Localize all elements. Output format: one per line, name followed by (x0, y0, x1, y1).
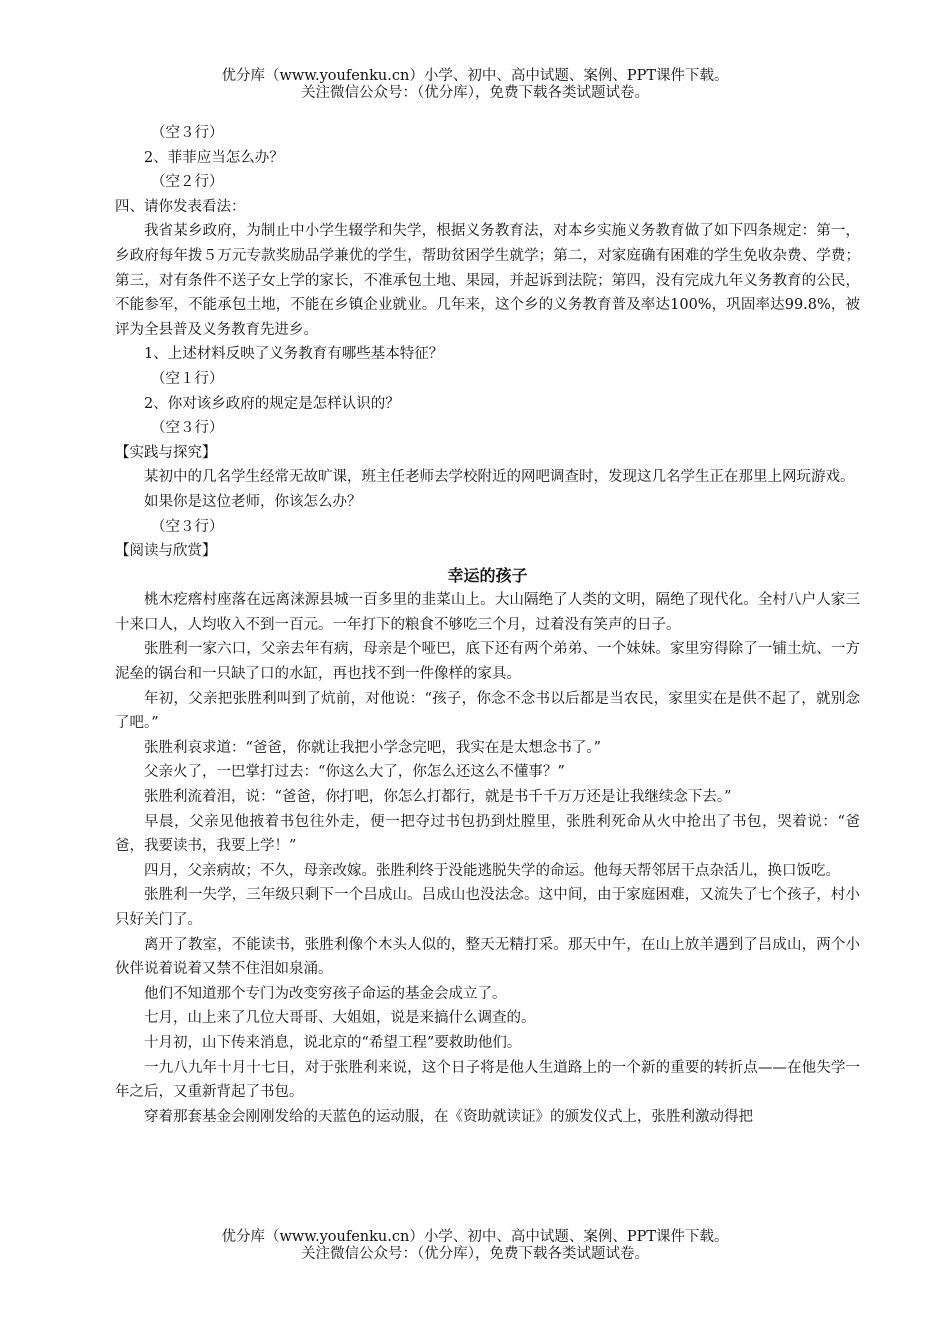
page-footer (0, 1229, 950, 1263)
question-4-1: 1、上述材料反映了义务教育有哪些基本特征？ (144, 346, 444, 363)
story-paragraph: 穿着那套基金会刚刚发给的天蓝色的运动服，在《资助就读证》的颁发仪式上，张胜利激动得把 (144, 1108, 753, 1125)
story-paragraph: 一九八九年十月十七日，对于张胜利来说，这个日子将是他人生道路上的一个新的重要的转折点——在他失学一年之后，又重新背起了书包。 (115, 1059, 860, 1101)
story-paragraph: 张胜利一家六口，父亲去年有病，母亲是个哑巴，底下还有两个弟弟、一个妹妹。家里穷得除了一铺土炕、一方泥垒的锅台和一只缺了口的水缸，再也找不到一件像样的家具。 (115, 641, 860, 683)
story-paragraph: 张胜利流着泪，说：“爸爸，你打吧，你怎么打都行，就是书千千万万还是让我继续念下去。” (144, 789, 732, 806)
story-paragraph: 早晨，父亲见他掖着书包往外走，便一把夺过书包扔到灶膛里，张胜利死命从火中抢出了书包，哭着说：“爸爸，我要读书，我要上学！” (115, 813, 860, 855)
story-paragraph: 四月，父亲病故；不久，母亲改嫁。张胜利终于没能逃脱失学的命运。他每天帮邻居干点杂活儿，换口饭吃。 (144, 862, 840, 879)
blank-note: （空３行） (151, 420, 224, 437)
reading-heading: 【阅读与欣赏】 (115, 543, 217, 560)
story-paragraph: 张胜利哀求道：“爸爸，你就让我把小学念完吧，我实在是太想念书了。” (144, 739, 602, 756)
blank-note: （空３行） (151, 518, 224, 535)
practice-paragraph: 某初中的几名学生经常无故旷课，班主任老师去学校附近的网吧调查时，发现这几名学生正在那里上网玩游戏。 (144, 469, 855, 486)
blank-note: （空２行） (151, 174, 224, 191)
story-paragraph: 离开了教室，不能读书，张胜利像个木头人似的，整天无精打采。那天中午，在山上放羊遇到了吕成山，两个小伙伴说着说着又禁不住泪如泉涌。 (115, 936, 860, 978)
blank-note: （空３行） (151, 125, 224, 141)
story-title: 幸运的孩子 (447, 565, 528, 585)
policy-paragraph: 我省某乡政府，为制止中小学生辍学和失学，根据义务教育法，对本乡实施义务教育做了如下四条规定：第一，乡政府每年拨５万元专款奖励品学兼优的学生，帮助贫困学生就学；第二，对家庭确有困难的学生免收杂费、学费；第三，对有条件不送子女上学的家长，不准承包土地、果园，并起诉到法院；第四，没有完成九年义务教育的公民，不能参军，不能承包土地，不能在乡镇企业就业。几年来，这个乡的义务教育普及率达100%，巩固率达99.8%，被评为全县普及义务教育先进乡。 (115, 223, 860, 338)
header-line-1: 优分库（www.youfenku.cn）小学、初中、高中试题、案例、PPT课件下载。 (221, 68, 729, 84)
story-paragraph: 张胜利一失学，三年级只剩下一个吕成山。吕成山也没法念。这中间，由于家庭困难，又流失了七个孩子，村小只好关门了。 (115, 887, 860, 928)
story-paragraph: 桃木疙瘩村座落在远离涞源县城一百多里的韭菜山上。大山隔绝了人类的文明，隔绝了现代化。全村八户人家三十来口人，人均收入不到一百元。一年打下的粮食不够吃三个月，过着没有笑声的日子。 (115, 592, 860, 633)
story-paragraph: 十月初，山下传来消息，说北京的“希望工程”要救助他们。 (144, 1034, 522, 1051)
footer-line-2: 关注微信公众号：（优分库），免费下载各类试题试卷。 (301, 1246, 649, 1262)
practice-question: 如果你是这位老师，你该怎么办？ (144, 493, 362, 510)
story-paragraph: 七月，山上来了几位大哥哥、大姐姐，说是来搞什么调查的。 (144, 1010, 536, 1027)
story-paragraph: 他们不知道那个专门为改变穷孩子命运的基金会成立了。 (144, 985, 507, 1002)
blank-note: （空１行） (151, 370, 224, 387)
question-4-2: 2、你对该乡政府的规定是怎样认识的？ (144, 395, 400, 412)
footer-line-1: 优分库（www.youfenku.cn）小学、初中、高中试题、案例、PPT课件下载。 (221, 1229, 729, 1245)
document-body (115, 121, 860, 1129)
question-2: 2、菲菲应当怎么办？ (144, 149, 284, 166)
practice-heading: 【实践与探究】 (115, 444, 217, 461)
story-paragraph: 年初，父亲把张胜利叫到了炕前，对他说：“孩子，你念不念书以后都是当农民，家里实在是供不起了，就别念了吧。” (115, 690, 860, 732)
story-paragraph: 父亲火了，一巴掌打过去：“你这么大了，你怎么还这么不懂事？” (144, 764, 565, 781)
page-header (0, 68, 950, 102)
header-line-2: 关注微信公众号：（优分库），免费下载各类试题试卷。 (301, 85, 649, 101)
section-4-heading: 四、请你发表看法： (115, 198, 246, 215)
